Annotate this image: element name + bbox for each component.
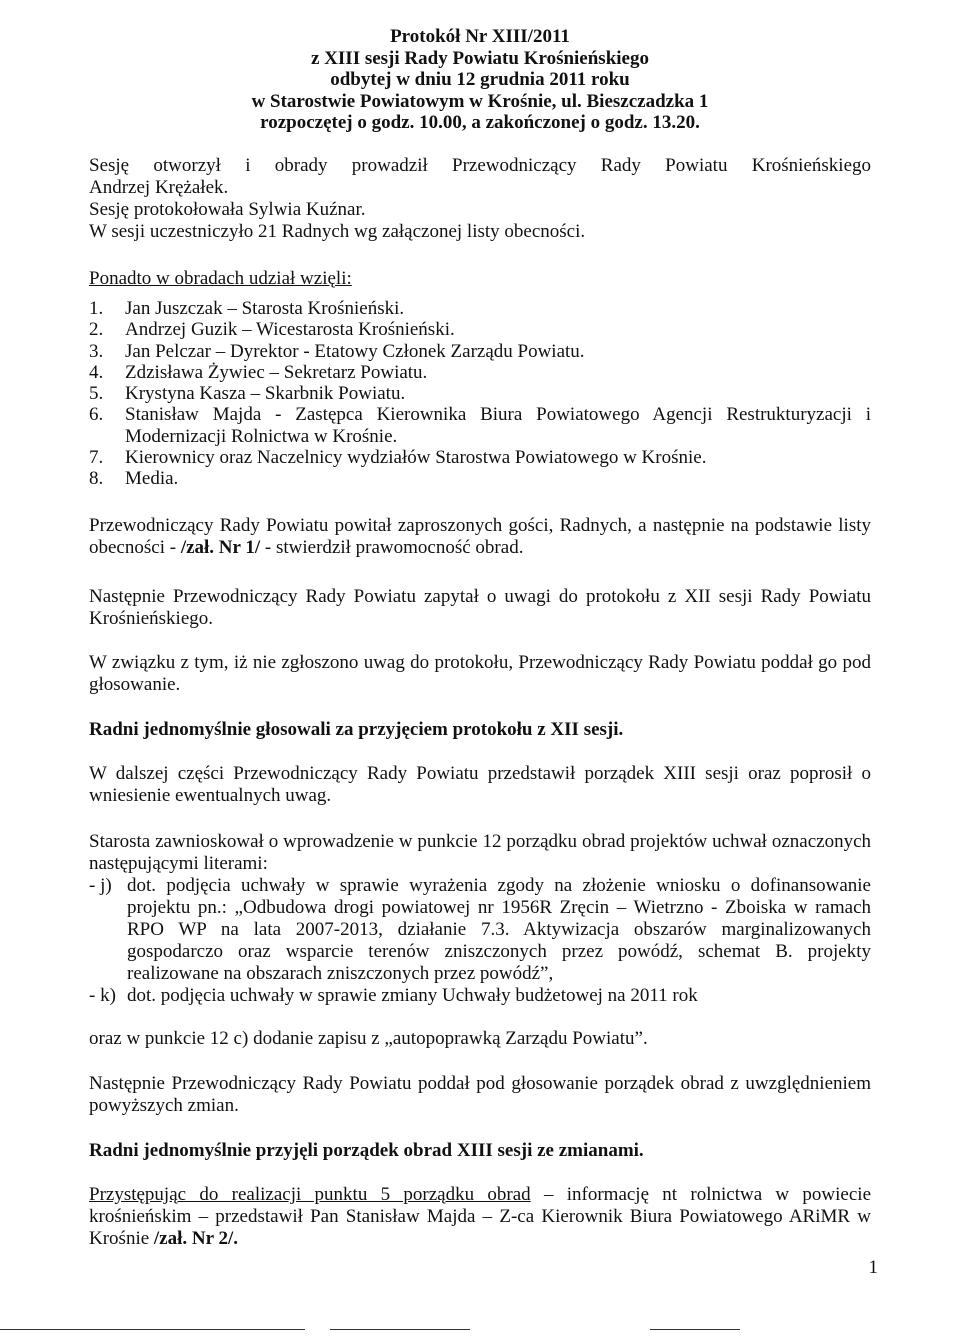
list-item: 7. Kierownicy oraz Naczelnicy wydziałów Starostwa Powiatowego w Krośnie. [89,447,707,469]
list-item: 4. Zdzisława Żywiec – Sekretarz Powiatu. [89,361,428,383]
title-line-4: w Starostwie Powiatowym w Krośnie, ul. Bieszczadzka 1 [251,90,709,112]
document-title [200,26,760,134]
welcome-paragraph: Przewodniczący Rady Powiatu powitał zaproszonych gości, Radnych, a następnie na podstawie listy obecności - /zał. Nr 1/ - stwierdził prawomocność obrad. [89,515,871,558]
page-number: 1 [868,1257,878,1278]
intro-section [89,155,871,243]
vote-result-2: Radni jednomyślnie przyjęli porządek obrad XIII sesji ze zmianami. [89,1140,644,1161]
motion-item-k: - k) dot. podjęcia uchwały w sprawie zmiany Uchwały budżetowej na 2011 rok [89,985,698,1006]
footer-rule-mid [330,1329,470,1330]
footer-rule-left [0,1329,305,1330]
list-item: 2. Andrzej Guzik – Wicestarosta Krośnieński. [89,319,455,341]
motion-intro: Starosta zawnioskował o wprowadzenie w punkcie 12 porządku obrad projektów uchwał oznaczonych następującymi literami: [89,831,871,874]
attachment-ref: /zał. Nr 1/ [180,537,261,558]
list-item: 8. Media. [89,468,179,490]
motion-item-j: - j) dot. podjęcia uchwały w sprawie wyrażenia zgody na złożenie wniosku o dofinansowanie projektu pn.: „Odbudowa drogi powiatowej nr 1956R Zręcin – Wietrzno - Zboiska w ramach RPO WP na lata 2007-2013, działanie 7.3. Aktywizacja obszarów marginalizowanych gospodarczo oraz wsparcie terenów zniszczonych przez powódź, schemat B. projekty realizowane na obszarach zniszczonych przez powódź”, [89,875,871,984]
motion-section [89,831,871,1007]
vote-call-2: Następnie Przewodniczący Rady Powiatu poddał pod głosowanie porządek obrad z uwzględnieniem powyższych zmian. [89,1073,871,1116]
title-line-2: z XIII sesji Rady Powiatu Krośnieńskiego [311,47,649,69]
session-chair-name: Andrzej Krężałek. [89,177,229,198]
item5-heading: Przystępując do realizacji punktu 5 porządku obrad [89,1184,531,1205]
list-item: 3. Jan Pelczar – Dyrektor - Etatowy Członek Zarządu Powiatu. [89,340,585,362]
attachment-ref-2: /zał. Nr 2/. [153,1228,238,1249]
title-line-3: odbytej w dniu 12 grudnia 2011 roku [330,69,630,91]
item5-paragraph: Przystępując do realizacji punktu 5 porządku obrad – informację nt rolnictwa w powiecie krośnieńskim – przedstawił Pan Stanisław Majda – Z-ca Kierownik Biura Powiatowego ARiMR w Krośnie /zał. Nr 2/. [89,1184,872,1249]
session-recorder: Sesję protokołowała Sylwia Kuźnar. [89,199,366,220]
agenda-paragraph: W dalszej części Przewodniczący Rady Powiatu przedstawił porządek XIII sesji oraz poprosił o wniesienie ewentualnych uwag. [89,763,871,806]
question-paragraph: Następnie Przewodniczący Rady Powiatu zapytał o uwagi do protokołu z XII sesji Rady Powiatu Krośnieńskiego. [89,586,871,629]
list-item: 5. Krystyna Kasza – Skarbnik Powiatu. [89,383,406,405]
footer-rule-right [650,1329,740,1330]
motion-addition: oraz w punkcie 12 c) dodanie zapisu z „autopoprawką Zarządu Powiatu”. [89,1028,648,1049]
title-line-5: rozpoczętej o godz. 10.00, a zakończonej o godz. 13.20. [260,112,700,134]
title-line-1: Protokół Nr XIII/2011 [390,26,570,47]
vote-result-1: Radni jednomyślnie głosowali za przyjęciem protokołu z XII sesji. [89,719,624,740]
session-opened-line: Sesję otworzył i obrady prowadził Przewodniczący Rady Powiatu Krośnieńskiego [89,155,871,176]
list-item: 1. Jan Juszczak – Starosta Krośnieński. [89,298,405,319]
participants-heading: Ponadto w obradach udział wzięli: [89,268,352,289]
list-item: 6. Stanisław Majda - Zastępca Kierownika Biura Powiatowego Agencji Restrukturyzacji i Modernizacji Rolnictwa w Krośnie. [89,404,871,447]
participants-list [89,298,871,490]
vote-call-paragraph: W związku z tym, iż nie zgłoszono uwag do protokołu, Przewodniczący Rady Powiatu poddał go pod głosowanie. [89,652,871,695]
session-attendance: W sesji uczestniczyło 21 Radnych wg załączonej listy obecności. [89,221,586,242]
